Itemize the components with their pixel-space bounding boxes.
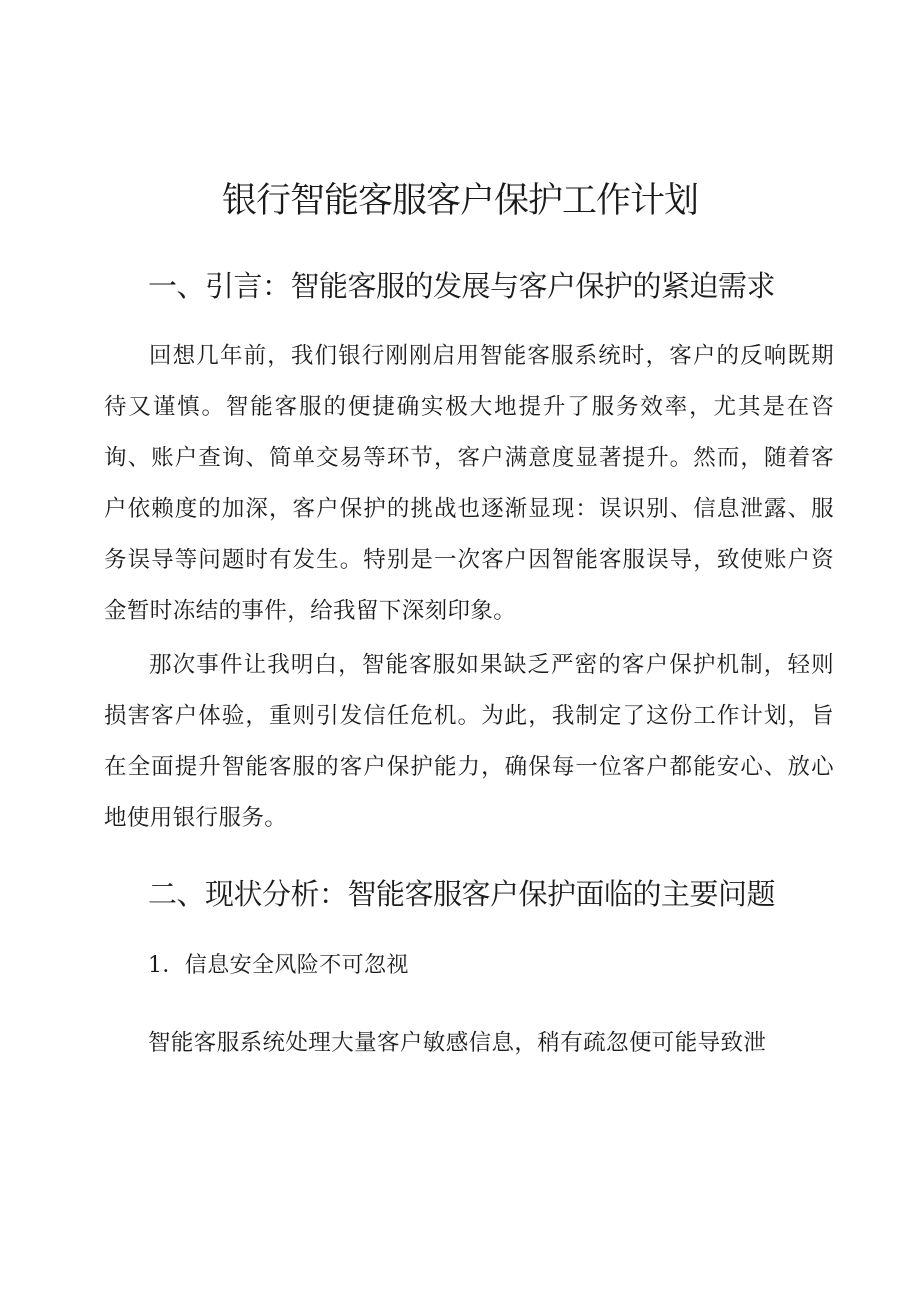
section-2-heading: 二、现状分析：智能客服客户保护面临的主要问题 xyxy=(148,877,776,911)
section-1-paragraph-2: 那次事件让我明白，智能客服如果缺乏严密的客户保护机制，轻则损害客户体验，重则引发信任危机。为此，我制定了这份工作计划，旨在全面提升智能客服的客户保护能力，确保每一位客户都能安心、放心地使用银行服务。 xyxy=(104,652,834,831)
subsection-1-label: 1．信息安全风险不可忽视 xyxy=(148,953,409,978)
section-1-heading: 一、引言：智能客服的发展与客户保护的紧迫需求 xyxy=(148,269,776,303)
section-1-paragraph-1: 回想几年前，我们银行刚刚启用智能客服系统时，客户的反响既期待又谨慎。智能客服的便捷确实极大地提升了服务效率，尤其是在咨询、账户查询、简单交易等环节，客户满意度显著提升。然而，随着客户依赖度的加深，客户保护的挑战也逐渐显现：误识别、信息泄露、服务误导等问题时有发生。特别是一次客户因智能客服误导，致使账户资金暂时冻结的事件，给我留下深刻印象。 xyxy=(104,343,834,624)
subsection-1-text: 智能客服系统处理大量客户敏感信息，稍有疏忽便可能导致泄 xyxy=(148,1030,767,1056)
document-title: 银行智能客服客户保护工作计划 xyxy=(221,181,698,221)
